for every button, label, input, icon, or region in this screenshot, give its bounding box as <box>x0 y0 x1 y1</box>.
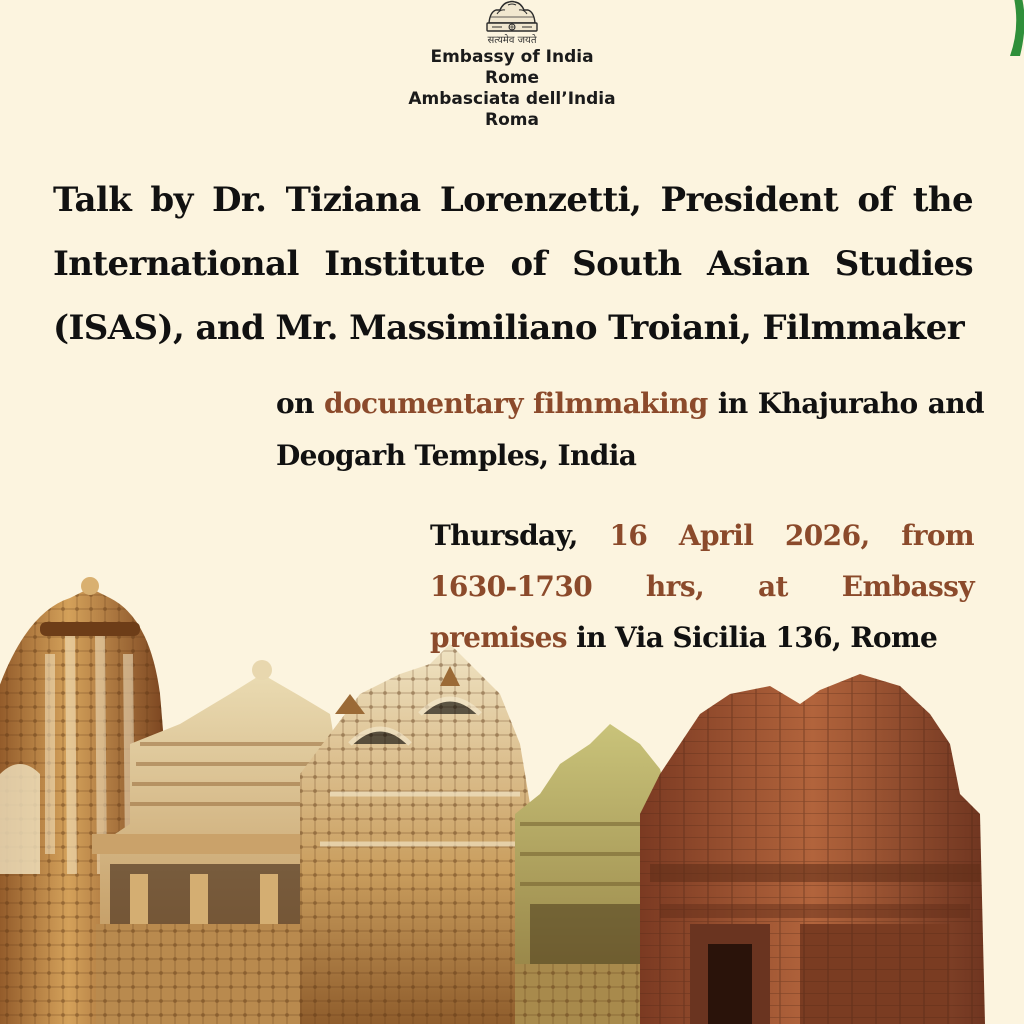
embassy-city-it: Roma <box>485 110 539 130</box>
embassy-name-en: Embassy of India <box>430 47 594 67</box>
event-topic <box>276 378 984 482</box>
event-date-time-venue: 16 April 2026, from 1630-1730 hrs, at Embassy premises <box>430 519 974 654</box>
topic-prefix: on <box>276 387 314 420</box>
embassy-header <box>0 0 1024 131</box>
temples-illustration <box>0 574 1024 1024</box>
emblem-motto: सत्यमेव जयते <box>487 35 537 46</box>
embassy-city-en: Rome <box>484 68 539 88</box>
ashoka-emblem-icon <box>480 0 544 34</box>
event-title: Talk by Dr. Tiziana Lorenzetti, President of the International Institute of South Asian Studies (ISAS), and Mr. Massimiliano Troiani, Filmmaker <box>53 180 973 348</box>
topic-highlight: documentary filmmaking <box>323 387 708 420</box>
event-day: Thursday, <box>430 519 578 552</box>
event-location: in Via Sicilia 136, Rome <box>576 621 938 654</box>
embassy-name-it: Ambasciata dell’India <box>408 89 616 109</box>
topic-suffix: in Khajuraho and Deogarh Temples, India <box>276 387 985 472</box>
